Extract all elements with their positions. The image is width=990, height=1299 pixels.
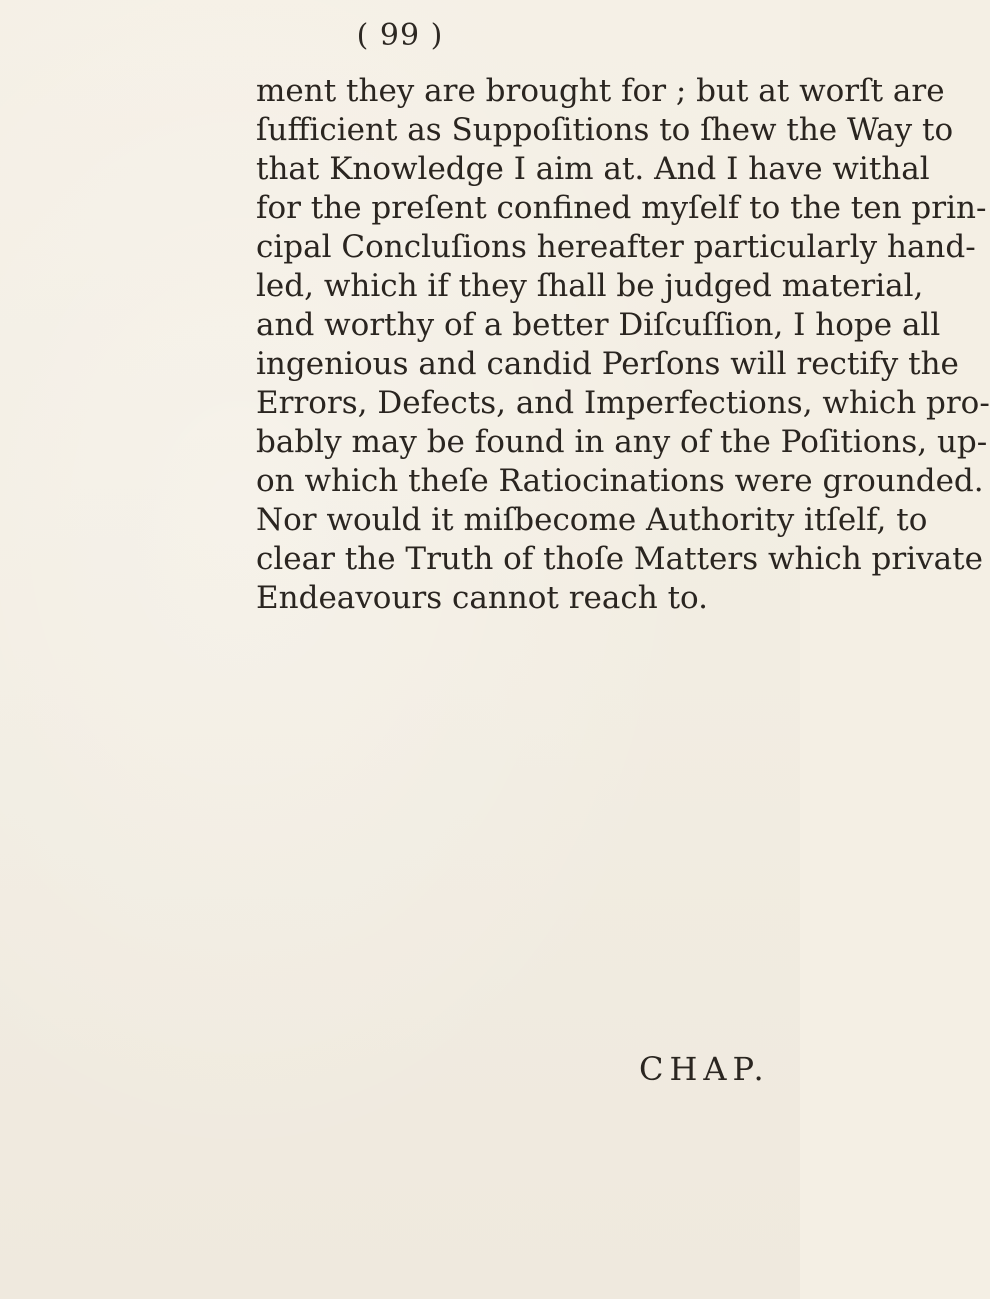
text-line: for the preſent confined myſelf to the ten prin- [256, 190, 987, 226]
text-line: cipal Concluſions hereafter particularly hand- [256, 229, 976, 265]
body-paragraph [256, 72, 990, 618]
text-line: Nor would it miſbecome Authority itſelf, to [256, 502, 928, 538]
text-line: led, which if they ſhall be judged material, [256, 268, 924, 304]
text-line: and worthy of a better Diſcuſſion, I hope all [256, 307, 941, 343]
text-line: on which theſe Ratiocinations were grounded. [256, 463, 984, 499]
text-line: bably may be found in any of the Poſitions, up- [256, 424, 988, 460]
text-line: ment they are brought for ; but at worſt are [256, 73, 945, 109]
text-line: ſufficient as Suppoſitions to ſhew the Way to [256, 112, 954, 148]
text-line: Errors, Defects, and Imperfections, which pro- [256, 385, 990, 421]
text-line: ingenious and candid Perſons will rectify the [256, 346, 959, 382]
text-line: Endeavours cannot reach to. [256, 580, 708, 616]
page-number: ( 99 ) [356, 18, 444, 53]
text-line: that Knowledge I aim at. And I have withal [256, 151, 930, 187]
catchword: CHAP. [639, 1050, 770, 1088]
text-line: clear the Truth of thoſe Matters which private [256, 541, 983, 577]
